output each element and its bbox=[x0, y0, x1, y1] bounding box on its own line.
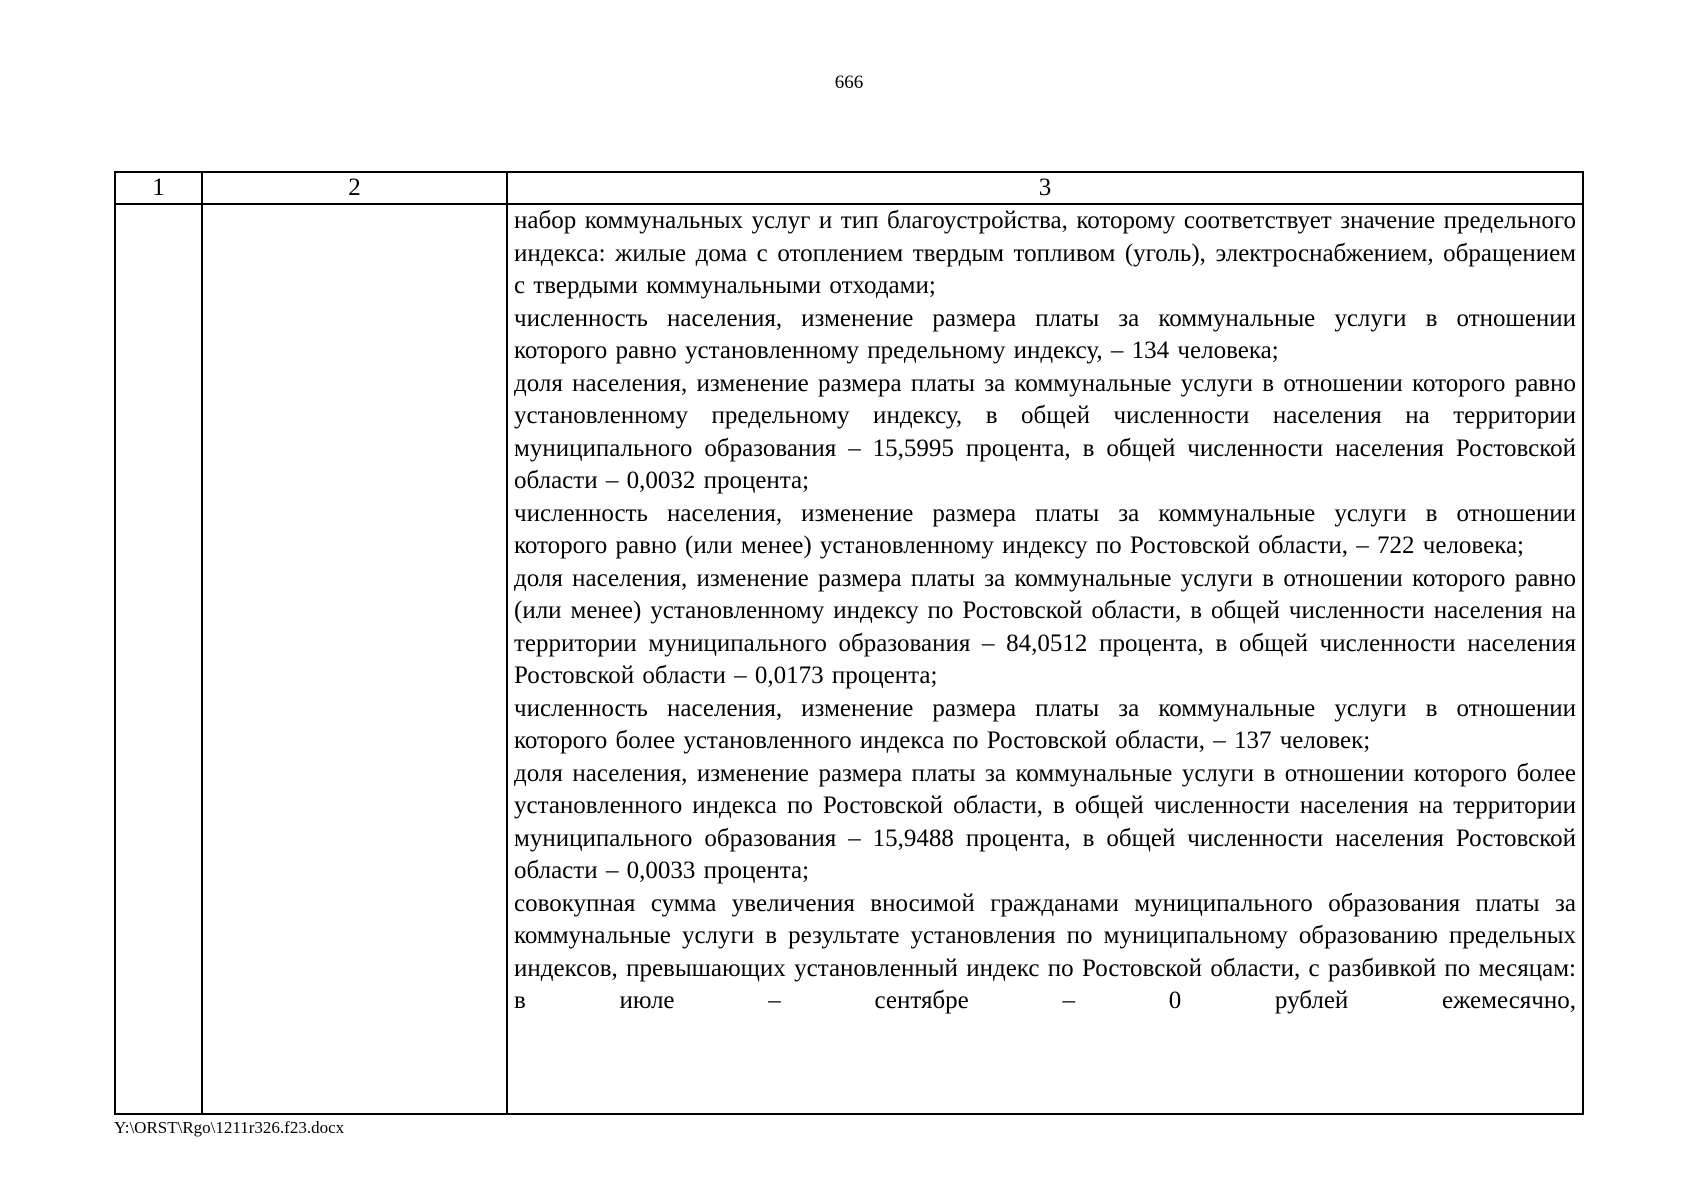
cell-column-2 bbox=[202, 204, 507, 1114]
column-header-3: 3 bbox=[507, 172, 1583, 204]
paragraph-population-above-regional: численность населения, изменение размера платы за коммунальные услуги в отношении которого более установленного индекса по Ростовской области, – 137 человек; bbox=[514, 694, 1576, 754]
paragraph-population-equal-or-less-regional: численность населения, изменение размера платы за коммунальные услуги в отношении которого равно (или менее) установленному индексу по Ростовской области, – 722 человека; bbox=[514, 499, 1576, 559]
content-table bbox=[114, 171, 1584, 1115]
paragraph-utility-set: набор коммунальных услуг и тип благоустройства, которому соответствует значение предельного индекса: жилые дома с отоплением твердым топливом (уголь), электроснабжением, обращением с твердыми коммунальными отходами; bbox=[514, 207, 1576, 299]
footer-file-path: Y:\ORST\Rgo\1211r326.f23.docx bbox=[114, 1118, 345, 1137]
table-row bbox=[115, 204, 1583, 1114]
paragraph-population-equal-limit: численность населения, изменение размера платы за коммунальные услуги в отношении которого равно установленному предельному индексу, – 134 человека; bbox=[514, 304, 1576, 364]
paragraph-share-equal-limit: доля населения, изменение размера платы за коммунальные услуги в отношении которого равно установленному предельному индексу, в общей численности населения на территории муниципального образования – 15,5995 процента, в общей численности населения Ростовской области – 0,0032 процента; bbox=[514, 369, 1576, 494]
paragraph-total-increase: совокупная сумма увеличения вносимой гражданами муниципального образования платы за коммунальные услуги в результате установления по муниципальному образованию предельных индексов, превышающих установленный индекс по Ростовской области, с разбивкой по месяцам: в июле – сентябре – 0 рублей ежемесячно, bbox=[514, 889, 1576, 1014]
cell-column-1 bbox=[115, 204, 202, 1114]
paragraph-share-above-regional: доля населения, изменение размера платы за коммунальные услуги в отношении которого более установленного индекса по Ростовской области, в общей численности населения на территории муниципального образования – 15,9488 процента, в общей численности населения Ростовской области – 0,0033 процента; bbox=[514, 759, 1576, 884]
table-header-row bbox=[115, 172, 1583, 204]
page-number: 666 bbox=[834, 72, 864, 93]
cell-column-3 bbox=[507, 204, 1583, 1114]
column-header-2: 2 bbox=[202, 172, 507, 204]
paragraph-share-equal-or-less-regional: доля населения, изменение размера платы за коммунальные услуги в отношении которого равно (или менее) установленному индексу по Ростовской области, в общей численности населения на территории муниципального образования – 84,0512 процента, в общей численности населения Ростовской области – 0,0173 процента; bbox=[514, 564, 1576, 689]
column-header-1: 1 bbox=[115, 172, 202, 204]
